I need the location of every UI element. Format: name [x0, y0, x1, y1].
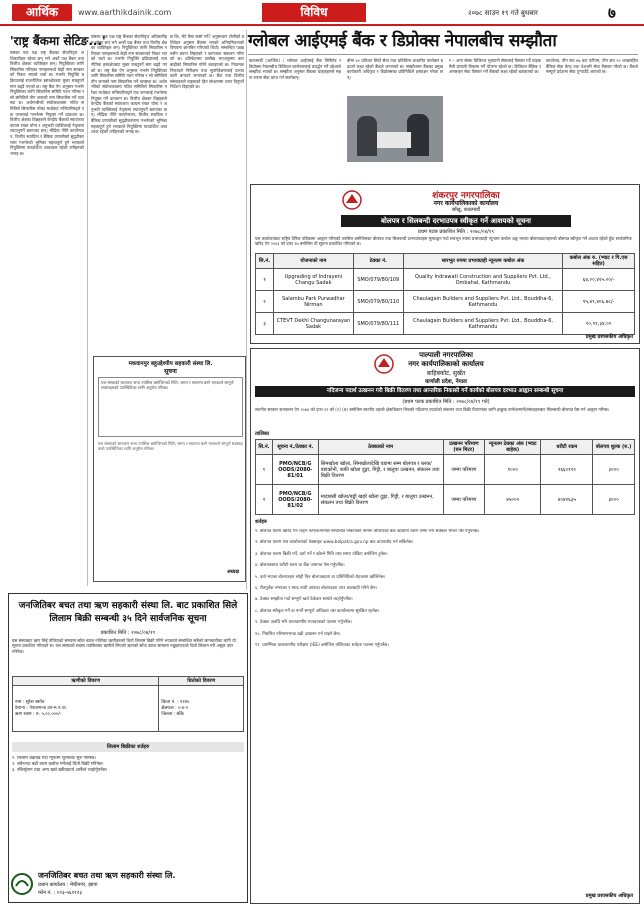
notice1-signature: प्रमुख प्रशासकीय अधिकृत — [585, 334, 633, 340]
header-divider — [0, 24, 644, 26]
table-header-cell: कबोल अंक रु. (भ्याट र पि.एस सहित) — [563, 254, 635, 269]
table-header-cell: सूचना नं./ठेक्का नं. — [272, 440, 318, 455]
main-headline: ग्लोबल आईएमई बैंक र डिप्रोक्स नेपालबीच सम्झौता — [248, 31, 557, 51]
notice2-office: नगर कार्यपालिकाको कार्यालय — [408, 360, 484, 368]
table-cell: Chaulagain Builders and Suppliers Pvt. Ltd., Bouddha-6, Kathmandu — [403, 291, 562, 313]
table-header-cell: सारभूत रुपमा प्रभावग्राही न्यूनतम कबोल अंक — [403, 254, 562, 269]
table-header-cell: योजनाको नाम — [273, 254, 353, 269]
notice2-signature: प्रमुख प्रशासकीय अधिकृत — [585, 893, 633, 899]
left-article-col2: यसका एक पक्ष राष्ट्र बैंकका सेवानिवृत्त अधिकारीहरु रहेका छन् भने अर्को पक्ष बैंकर तथा वित्तीय क्षेत्रका व्यक्तिहरु छन्। नियुक्तिका लागि सिफारिस गरिएका नामहरुमध्ये केही नाम सरकारको निकट भएको चर्चा छ। गभर्नर नियुक्ति प्रक्रियालाई राजनीतिक हस्तक्षेपबाट मुक्त राख्नुपर्ने माग बढ्दै गएको छ। राष्ट्र बैंक ऐन अनुसार गभर्नर नियुक्तिका लागि सिफारिस समिति गठन गरिन्छ र सो समितिले तीन जनाको नाम सिफारिस गर्ने व्यवस्था छ। अर्थमन्त्रीको संयोजकत्वमा गठित समितिले सिफारिस गरेका मध्येबाट मन्त्रिपरिषद्ले एक जनालाई गभर्नरमा नियुक्त गर्ने प्रावधान छ। वित्तीय क्षेत्रका विज्ञहरुले केन्द्रीय बैंकको स्वायत्तता कायम राख्न योग्य र अनुभवी व्यक्तिलाई नेतृत्वमा ल्याउनुपर्ने बताएका छन्। मौद्रिक नीति कार्यान्वयन, वित्तीय स्थायित्व र बैंकिङ प्रणालीको सुदृढीकरणमा गभर्नरको भूमिका महत्वपूर्ण हुने भएकाले नियुक्तिमा पारदर्शिता आवश्यक रहेको उनीहरुको भनाइ छ। — [91, 34, 167, 135]
table-row — [256, 485, 635, 515]
condition-item: १. बोलपत्र फारम खरिद गर्न चाहने फर्म/कम्पनीले सम्बन्धित निकायको नाममा तोकिएको बैंक खातामा रकम जम्मा गरी सक्कल भौचर पेस गर्नुपर्नेछ। — [255, 529, 480, 534]
notice2-conditions — [255, 529, 635, 879]
table-header-row — [13, 677, 244, 686]
site-url[interactable]: www.aarthikdainik.com — [78, 8, 172, 17]
coop-date: प्रकाशित मिति : २०७८/०४/१९ — [100, 630, 156, 636]
notice1-table — [255, 253, 635, 335]
masthead-logo[interactable]: आर्थिक — [12, 4, 72, 21]
table-cell: Chaulagain Builders and Suppliers Pvt. Ltd., Bouddha-6, Kathmandu — [403, 313, 562, 335]
table-cell: नाम : सुरेश बस्नेत ठेगाना : नेपालगन्ज उप-म.न.पा. ऋण रकम : रु. ५,००,०००/- — [13, 686, 159, 732]
headline-col1: काठमाडौं (आर्थिक) । ग्लोबल आईएमई बैंक लिमिटेड र डिप्रोक्स नेपालबीच डिजिटल कारोबारलाई प्रवर्द्धन गर्ने उद्देश्यले सम्झौता भएको छ। सम्झौता अनुसार बैंकका ग्राहकहरुले सहज रुपमा सेवा प्राप्त गर्न सक्नेछन्। — [249, 58, 341, 80]
coop-conditions: १. लिलाम बढाबढ गर्दा न्यूनतम मूल्यबाट सुरु गरिनेछ। २. सबैभन्दा बढी रकम कबोल गर्नेलाई धितो बिक्री गरिनेछ। ३. रजिस्ट्रेसन तथा अन्य खर्च खरिदकर्ता आफैंले व्यहोर्नुपर्नेछ। — [12, 756, 108, 773]
table-header-cell: उत्खनन परिमाण (घन मिटर) — [443, 440, 485, 455]
table-cell: ३००० — [593, 485, 635, 515]
issue-date: २०७८ साउन १९ गते बुधबार — [468, 9, 538, 17]
coop-title: जनजितिबर बचत तथा ऋण सहकारी संस्था लि. बाट प्रकाशित सिले लिलाम बिक्री सम्बन्धी ३५ दिने सार्वजनिक सूचना — [18, 601, 238, 624]
table-cell: जम्मा परिमाण — [443, 455, 485, 485]
palpali-tender-notice — [250, 348, 640, 904]
table-cell: मादाबसी खोला/बड्डी खहरे खोला दुङ्गा, गिट्टी, र बालुवा उत्खनन, संकलन तथा बिक्री वितरण — [318, 485, 443, 515]
notice2-table — [255, 439, 635, 515]
table-cell: PMO/NCB/G OODS/2080-81/01 — [272, 455, 318, 485]
mid-notice-signature: अध्यक्ष — [226, 569, 239, 575]
table-cell: CTEVT Dekhi Changunarayan Sadak — [273, 313, 353, 335]
table-cell: १५,४९,४०६.७८/- — [563, 291, 635, 313]
table-header-cell: न्यूनतम ठेक्का अंक (भ्याट बाहेक) — [485, 440, 541, 455]
mid-notice-title: सूचना — [164, 368, 177, 375]
table-header-row — [256, 440, 635, 455]
table-cell: जम्मा परिमाण — [443, 485, 485, 515]
notice2-intro: स्थानीय सरकार सञ्चालन ऐन २०७४ को दफा ११ को (२) (ध) बमोजिम स्थानीय तहको क्षेत्राधिकार भित्रको नदिजन्य पदार्थको संकलन तथा बिक्री वितरणका लागि इच्छुक फर्म/कम्पनी/संस्थाहरुबाट सिलबन्दी बोलपत्र पेस गर्न आह्वान गरिन्छ। — [255, 407, 610, 412]
mid-article-col: छ कि, भेटे पैसा कसो गर्ने? अनुसन्धान टोलीको प्रतिवेदन अनुसार बैंकमा भएको अनियमितताको विषयमा छानबिन गरिएको थियो। सम्बन्धित पक्षहरुसँग बयान लिइएको र कागजात संकलन गरिएको छ। प्रतिवेदनमा उल्लेख भएअनुसार कारबाहीको सिफारिस गरिने बताइएको छ। नियामक निकायले निरीक्षण तथा सुपरिवेक्षणलाई प्रभावकारी बनाउने जनाएको छ। बैंक तथा वित्तीय संस्थाहरुले ग्राहकको हित संरक्षणमा ध्यान दिनुपर्ने निर्देशन दिइएको छ। — [170, 34, 244, 90]
column-divider — [246, 30, 247, 590]
table-cell: SMO/079/80/109 — [353, 269, 403, 291]
notice2-table-label: तालिका — [255, 431, 269, 437]
table-cell: Quality Indrawati Construction and Suppliers Pvt. Ltd., Ombahal, Kathmandu — [403, 269, 562, 291]
table-cell: १ — [256, 455, 273, 485]
table-header-cell: ऋणीको विवरण — [13, 677, 159, 686]
mid-notice-details: यस संस्थाको साधारण सभा तपसिल बमोजिमको मिति, समय र स्थानमा बस्ने भएकाले सम्पूर्ण सदस्यहरुको उपस्थितिका लागि अनुरोध गरिन्छ। — [98, 441, 243, 451]
condition-item: १०. निर्धारित परिमाणभन्दा बढी उत्खनन गर्न पाइने छैन। — [255, 631, 341, 637]
condition-item: ८. बोलपत्र स्वीकृत गर्ने वा नगर्ने सम्पूर्ण अधिकार यस कार्यालयमा सुरक्षित रहनेछ। — [255, 608, 380, 614]
section-label: विविध — [262, 3, 366, 22]
coop-body: यस संस्थाबाट ऋण लिई तोकिएको समयमा साँवा ब्याज नतिरेका ऋणीहरुको धितो लिलाम बिक्री गरिने भएकाले सम्बन्धित सबैको जानकारीका लागि यो सूचना प्रकाशित गरिएको छ। यस संस्थाको सदस्य तपसिलका ऋणीले लिएको ऋणको साँवा ब्याज समयमा नबुझाएकाले धितो लिलाम गरी असुल उपर गरिनेछ। — [12, 638, 236, 654]
table-cell: Upgrading of Indrayeni Changu Sadak — [273, 269, 353, 291]
notice2-date: (प्रथम पटक प्रकाशित मिति : २०७८/०४/१९ गते) — [402, 399, 490, 405]
table-row — [256, 313, 635, 335]
signing-photo — [347, 96, 443, 162]
left-article-col1: यसका एक पक्ष राष्ट्र बैंकका सेवानिवृत्त अधिकारीहरु रहेका छन् भने अर्को पक्ष बैंकर तथा वित्तीय क्षेत्रका व्यक्तिहरु छन्। नियुक्तिका लागि सिफारिस गरिएका नामहरुमध्ये केही नाम सरकारको निकट भएको चर्चा छ। गभर्नर नियुक्ति प्रक्रियालाई राजनीतिक हस्तक्षेपबाट मुक्त राख्नुपर्ने माग बढ्दै गएको छ। राष्ट्र बैंक ऐन अनुसार गभर्नर नियुक्तिका लागि सिफारिस समिति गठन गरिन्छ र सो समितिले तीन जनाको नाम सिफारिस गर्ने व्यवस्था छ। अर्थमन्त्रीको संयोजकत्वमा गठित समितिले सिफारिस गरेका मध्येबाट मन्त्रिपरिषद्ले एक जनालाई गभर्नरमा नियुक्त गर्ने प्रावधान छ। वित्तीय क्षेत्रका विज्ञहरुले केन्द्रीय बैंकको स्वायत्तता कायम राख्न योग्य र अनुभवी व्यक्तिलाई नेतृत्वमा ल्याउनुपर्ने बताएका छन्। मौद्रिक नीति कार्यान्वयन, वित्तीय स्थायित्व र बैंकिङ प्रणालीको सुदृढीकरणमा गभर्नरको भूमिका महत्वपूर्ण हुने भएकाले नियुक्तिमा पारदर्शिता आवश्यक रहेको उनीहरुको भनाइ छ। — [10, 50, 84, 156]
cooperative-meeting-notice — [93, 356, 246, 582]
table-header-cell: ठेक्का नं. — [353, 254, 403, 269]
condition-item: ५. दर्ता भएका बोलपत्रहरु सोही दिन बोलपत्रदाता वा प्रतिनिधिको रोहवरमा खोलिनेछ। — [255, 574, 386, 580]
notice2-province: पाल्पाली नगरपालिका — [419, 351, 473, 359]
nepal-emblem-icon — [339, 189, 365, 211]
table-header-cell: ठेक्काको नाम — [318, 440, 443, 455]
table-cell: Salambu Park Purwadhar Nirman — [273, 291, 353, 313]
left-article-title: 'राष्ट्र बैंकमा सेटिङ...' — [10, 34, 106, 48]
table-cell: ९००० — [485, 455, 541, 485]
table-header-cell: बोलपत्र शुल्क (रु.) — [593, 440, 635, 455]
table-header-row — [256, 254, 635, 269]
headline-col3: र ‒ अन्य संस्था डिजिटल भुक्तानी सेवालाई विस्तार गर्दै ग्राहकमैत्री प्रणाली विकास गर्ने योजना रहेको छ। डिजिटल बैंकिङ र अनलाइन सेवा विस्तार गर्ने बैंकको लक्ष्य रहेको बताइएको छ। — [449, 58, 541, 75]
table-cell: ३ — [256, 313, 274, 335]
condition-item: ९. ठेक्का अवधि भरि वातावरणीय मापदण्डको पालना गर्नुपर्नेछ। — [255, 620, 353, 626]
headline-col2: बीमा ४० प्रतिशत छिटो सेवा तथा प्रविधिमा आधारित कारोबार बढाउने लक्ष्य रहेको बैंकले जनाएको छ। सम्झौतामा बैंकका प्रमुख कार्यकारी अधिकृत र डिप्रोक्सका प्रतिनिधिले हस्ताक्षर गरेका छन्। — [347, 58, 443, 80]
notice1-office: नगर कार्यपालिकाको कार्यालय — [433, 200, 499, 207]
table-cell: PMO/NCB/G OODS/2080-81/02 — [272, 485, 318, 515]
shankarapur-award-notice — [250, 184, 640, 344]
table-row — [256, 455, 635, 485]
headline-divider — [248, 54, 638, 55]
notice1-title: बोलपत्र र सिलबन्दी दरभाउपत्र स्वीकृत गर्ने आशयको सूचना — [341, 215, 571, 227]
coop-footer-org: जनजितिबर बचत तथा ऋण सहकारी संस्था लि. — [38, 871, 176, 880]
notice2-province-name: कर्णाली प्रदेश, नेपाल — [425, 379, 467, 385]
condition-item: ४. बोलपत्रसाथ धरौटी रकम वा बैंक जमानत पेस गर्नुपर्नेछ। — [255, 563, 345, 569]
notice1-date: प्रथम पटक प्रकाशित मिति : २०७८/०४/१९ — [418, 229, 494, 235]
condition-item: ६. रीतपूर्वक नभएका र म्याद नाघी आएका बोलपत्रहरु उपर कारबाही गरिने छैन। — [255, 586, 378, 592]
condition-item: ३. बोलपत्र फारम बिक्री गर्ने, दर्ता गर्ने र खोल्ने मिति तथा समय तोकिए बमोजिम हुनेछ। — [255, 551, 388, 557]
table-cell: SMO/079/80/111 — [353, 313, 403, 335]
table-cell: ३००० — [593, 455, 635, 485]
coop-footer — [10, 870, 246, 900]
coop-conditions-label: लिलाम बिक्रीका शर्तहरु — [12, 742, 244, 752]
table-row — [256, 291, 635, 313]
table-header-cell: सि.नं. — [256, 254, 274, 269]
table-cell: कित्ता नं. : १२४५ क्षेत्रफल : ०-४-० जिल्ला : बाँके — [159, 686, 244, 732]
table-cell: १०,११,३४.०० — [563, 313, 635, 335]
notice2-conditions-label: शर्तहरु — [255, 519, 267, 525]
table-cell: SMO/079/80/110 — [353, 291, 403, 313]
coop-table — [12, 676, 244, 732]
coop-logo-icon — [10, 872, 34, 896]
table-cell: सिमखोला खोला, सिमखोलादेखि वडामा सम्म बोलपत्र र ब्लक/वडाकोनी, कफी खोला दुङ्गा, गिट्टी, र बालुवा उत्खनन, संकलन तथा बिक्री वितरण — [318, 455, 443, 485]
table-cell: १ — [256, 269, 274, 291]
column-divider — [87, 50, 88, 586]
table-row — [256, 269, 635, 291]
coop-footer-address: प्रधान कार्यालय : मेचीनगर, झापा — [38, 882, 98, 888]
notice2-address: बाहिबकोट, सुर्खेत — [426, 370, 466, 377]
notice2-title: नदिजन्य पदार्थ उत्खनन गरी बिक्री वितरण तथा आन्तरिक निकासी गर्ने कार्यको बोलपत्र दरभाउ आह्वान सम्बन्धी सूचना — [255, 386, 635, 397]
notice1-org: शंकरपुर नगरपालिका — [432, 191, 500, 201]
condition-item: ११. प्रारम्भिक वातावरणीय परीक्षण (IEE) बमोजिम तोकिएका शर्तहरु पालना गर्नुपर्नेछ। — [255, 643, 389, 649]
table-header-cell: सि.नं. — [256, 440, 273, 455]
condition-item: ७. ठेक्का सम्झौता गर्दा सम्पूर्ण खर्च ठेकेदार स्वयंले व्यहोर्नुपर्नेछ। — [255, 597, 353, 603]
mid-notice-table — [98, 377, 243, 437]
table-cell: ४०४१६३५ — [541, 485, 593, 515]
table-cell: ६४,००,४१५.००/- — [563, 269, 635, 291]
notice1-intro: यस कार्यालयबाट राष्ट्रिय दैनिक पत्रिकामा आह्वान गरिएको तपसिल बमोजिमका बोलपत्र तथा सिलबन्दी दरभाउपत्रहरु मूल्याङ्कन गर्दा सारभूत रुपमा प्रभावग्राही न्यूनतम कबोल अङ्क भएका बोलपत्रदाताहरुको बोलपत्र स्वीकृत गर्ने आशय रहेको हुँदा सार्वजनिक खरिद ऐन २०६३ को दफा २७ बमोजिम यो सूचना प्रकाशित गरिएको छ। — [255, 236, 632, 247]
table-cell: २ — [256, 485, 273, 515]
table-cell: २६६०११० — [541, 455, 593, 485]
notice1-address: साँखु, काठमाडौं — [451, 207, 481, 213]
condition-item: २. बोलपत्र फारम यस कार्यालयको वेबसाइट www.bolpatra.gov.np बाट डाउनलोड गर्न सकिनेछ। — [255, 540, 414, 546]
headline-col4: कार्यालय, तीन सय ४७ वटा एटीएम, तीन सय २० शाखारहित बैंकिङ सेवा केन्द्र तथा देशभरि सेवा विस्तार गरेको छ। बैंकले सम्पूर्ण प्रदेशमा सेवा पुर्‍याउँदै आएको छ। — [546, 58, 638, 75]
page-number: ७ — [608, 4, 616, 22]
table-row — [13, 686, 244, 732]
table-header-cell: धरौटी रकम — [541, 440, 593, 455]
mid-notice-org: मकवानपुर बहुउद्देश्यीय सहकारी संस्था लि. — [128, 361, 213, 367]
coop-footer-phone: फोन नं. : ०२३-५६२१२३ — [38, 890, 82, 896]
table-cell: २ — [256, 291, 274, 313]
table-header-cell: धितोको विवरण — [159, 677, 244, 686]
table-cell: ४५००० — [485, 485, 541, 515]
mid-notice-body: यस संस्थाको साधारण सभा तपसिल बमोजिमको मिति, समय र स्थानमा बस्ने भएकाले सम्पूर्ण सदस्यहरुको उपस्थितिका लागि अनुरोध गरिन्छ। — [101, 380, 234, 390]
